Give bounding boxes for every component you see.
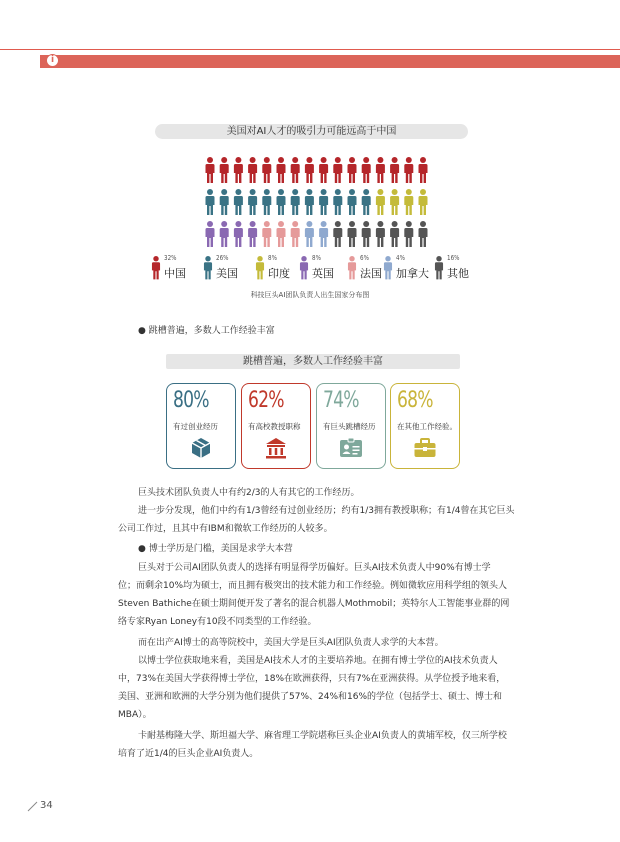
person-mark (248, 189, 257, 215)
legend-country: 法国 (360, 267, 382, 280)
paragraph-line: 以博士学位获取地来看，美国是AI技术人才的主要培养地。在拥有博士学位的AI技术负责人 (138, 656, 498, 666)
legend-percent: 16% (447, 254, 460, 262)
person-mark (291, 221, 300, 247)
person-mark (305, 157, 314, 183)
person-mark (333, 157, 342, 183)
stat-card (241, 383, 311, 469)
person-mark (404, 157, 413, 183)
stat-label: 有过创业经历 (173, 422, 218, 431)
person-mark (220, 189, 229, 215)
paragraph-line: 美国、亚洲和欧洲的大学分别为他们提供了57%、24%和16%的学位（包括学士、硕士、博士和 (118, 692, 503, 702)
person-mark (333, 221, 342, 247)
person-mark (362, 189, 371, 215)
id-card-icon (339, 436, 363, 464)
person-mark (220, 157, 229, 183)
box-icon (189, 436, 213, 464)
paragraph-line: 卡耐基梅隆大学、斯坦福大学、麻省理工学院堪称巨头企业AI负责人的黄埔军校，仅三所学校 (138, 731, 507, 741)
person-mark (419, 221, 428, 247)
section-bullet: ● 跳槽普遍，多数人工作经验丰富 (138, 326, 275, 336)
person-mark (376, 221, 385, 247)
person-mark (319, 189, 328, 215)
paragraph-line: ● 博士学历是门槛，美国是求学大本营 (138, 544, 293, 554)
person-mark (390, 157, 399, 183)
legend-percent: 8% (312, 254, 321, 262)
briefcase-icon (413, 436, 437, 464)
stat-percent: 74% (323, 388, 359, 413)
paragraph-line: 而在出产AI博士的高等院校中，美国大学是巨头AI团队负责人求学的大本营。 (138, 638, 444, 648)
person-mark (248, 157, 257, 183)
paragraph-line: MBA）。 (118, 710, 152, 720)
chart1-title: 美国对AI人才的吸引力可能远高于中国 (155, 124, 468, 139)
person-mark (220, 221, 229, 247)
legend-percent: 4% (396, 254, 405, 262)
stat-percent: 80% (173, 388, 209, 413)
person-mark (305, 189, 314, 215)
person-mark (277, 221, 286, 247)
person-icon (202, 256, 214, 282)
paragraph-line: 巨头技术团队负责人中有约2/3的人有其它的工作经历。 (138, 488, 360, 498)
paragraph-line: 巨头对于公司AI团队负责人的选择有明显得学历偏好。巨头AI技术负责人中90%有博士学 (138, 563, 491, 573)
stat-card (390, 383, 460, 469)
university-icon (264, 436, 288, 464)
person-mark (404, 221, 413, 247)
person-mark (404, 189, 413, 215)
person-icon (150, 256, 162, 282)
person-mark (419, 189, 428, 215)
stat-card (166, 383, 236, 469)
person-mark (333, 189, 342, 215)
paragraph-line: 中，73%在美国大学获得博士学位，18%在欧洲获得，只有7%在亚洲获得。从学位授予地来看， (118, 674, 506, 684)
person-mark (262, 157, 271, 183)
stat-percent: 62% (248, 388, 284, 413)
person-mark (362, 221, 371, 247)
slash-mark (27, 800, 39, 812)
person-mark (291, 157, 300, 183)
legend-percent: 26% (216, 254, 229, 262)
person-mark (390, 221, 399, 247)
paragraph-line: Steven Bathiche在硕士期间便开发了著名的混合机器人Mothmobil；英特尔人工智能事业群的网 (118, 599, 510, 609)
stat-card (316, 383, 386, 469)
person-mark (206, 157, 215, 183)
person-icon (382, 256, 394, 282)
person-mark (376, 189, 385, 215)
person-mark (348, 221, 357, 247)
person-mark (348, 157, 357, 183)
person-mark (319, 221, 328, 247)
chart2-title: 跳槽普遍，多数人工作经验丰富 (166, 354, 460, 369)
legend-country: 印度 (268, 267, 290, 280)
person-mark (376, 157, 385, 183)
person-icon (433, 256, 445, 282)
person-mark (262, 189, 271, 215)
legend (150, 253, 470, 283)
person-icon (254, 256, 266, 282)
legend-percent: 6% (360, 254, 369, 262)
legend-percent: 32% (164, 254, 177, 262)
person-mark (248, 221, 257, 247)
person-mark (206, 221, 215, 247)
stat-percent: 68% (397, 388, 433, 413)
paragraph-line: 位；而剩余10%均为硕士，而且拥有极突出的技术能力和工作经验。例如微软应用科学组的领头人 (118, 581, 508, 591)
legend-country: 英国 (312, 267, 334, 280)
person-icon (298, 256, 310, 282)
person-mark (291, 189, 300, 215)
person-mark (262, 221, 271, 247)
person-icon (346, 256, 358, 282)
person-mark (234, 189, 243, 215)
paragraph-line: 培育了近1/4的巨头企业AI负责人。 (118, 749, 259, 759)
stat-label: 在其他工作经验。 (397, 422, 457, 431)
info-icon: i (46, 54, 59, 67)
person-mark (234, 221, 243, 247)
person-mark (277, 157, 286, 183)
stat-label: 有巨头跳槽经历 (323, 422, 376, 431)
legend-country: 美国 (216, 267, 238, 280)
person-mark (277, 189, 286, 215)
legend-country: 加拿大 (396, 267, 429, 280)
page-number: 34 (40, 800, 53, 811)
person-mark (362, 157, 371, 183)
person-mark (234, 157, 243, 183)
person-mark (419, 157, 428, 183)
person-mark (348, 189, 357, 215)
person-mark (319, 157, 328, 183)
paragraph-line: 络专家Ryan Loney有10段不同类型的工作经验。 (118, 617, 317, 627)
legend-percent: 8% (268, 254, 277, 262)
person-mark (390, 189, 399, 215)
paragraph-line: 公司工作过，且其中有IBM和微软工作经历的人较多。 (118, 524, 333, 534)
person-mark (206, 189, 215, 215)
stat-label: 有高校教授职称 (248, 422, 301, 431)
legend-country: 中国 (164, 267, 186, 280)
paragraph-line: 进一步分发现，他们中约有1/3曾经有过创业经历；约有1/3拥有教授职称；有1/4曾在其它巨头 (138, 506, 515, 516)
person-mark (305, 221, 314, 247)
chart1-caption: 科技巨头AI团队负责人出生国家分布图 (250, 291, 370, 299)
legend-country: 其他 (447, 267, 469, 280)
